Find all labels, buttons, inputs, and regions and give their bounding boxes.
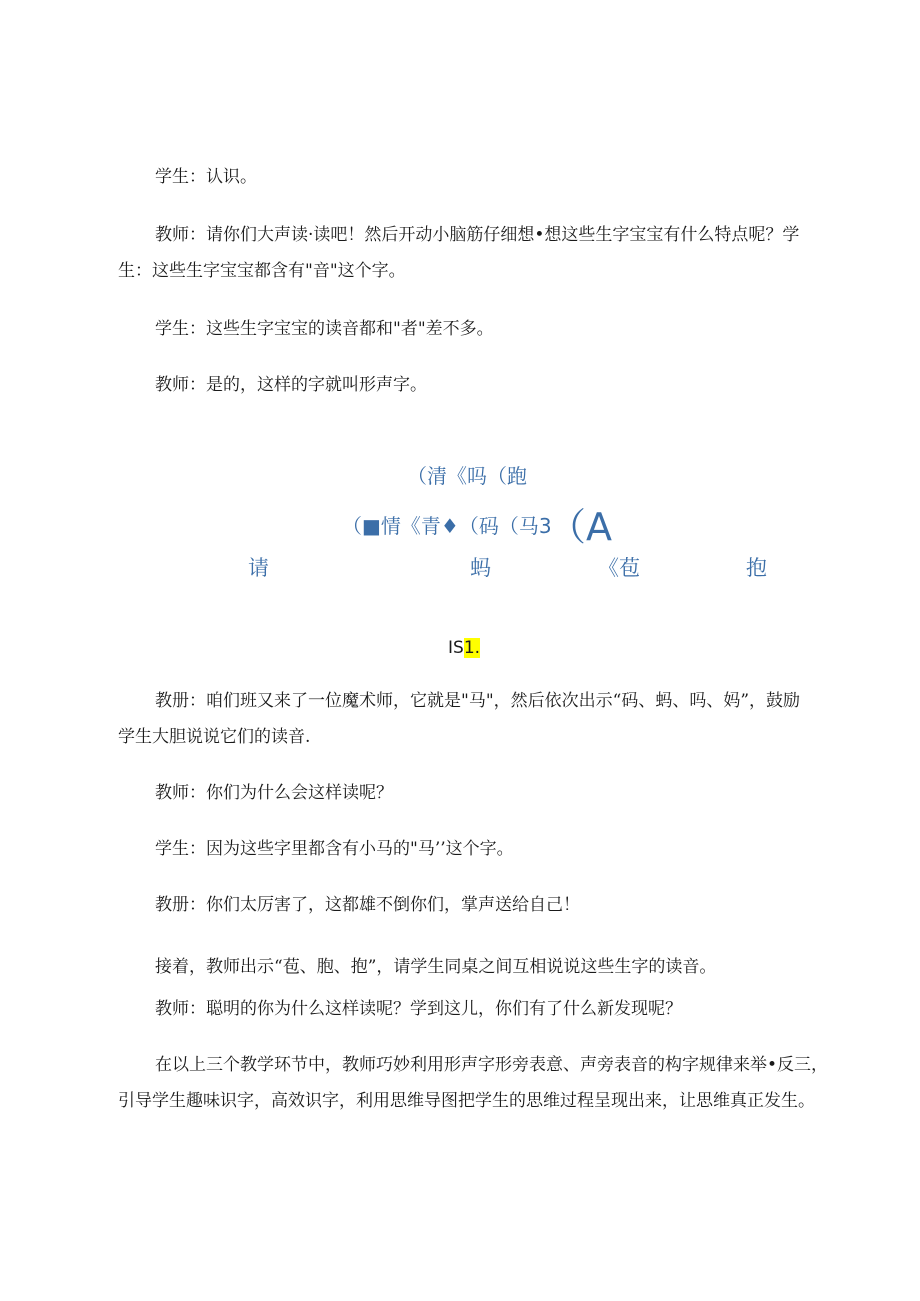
dialogue-line: 生：这些生字宝宝都含有"音"这个字。: [118, 261, 406, 281]
dialogue-line: 学生大胆说说它们的读音.: [118, 727, 311, 747]
figure-label-number: 1.: [463, 638, 481, 658]
diagram-row-2: （■情《青♦（码（马3: [342, 514, 552, 538]
dialogue-line: 教师：聪明的你为什么这样读呢？学到这儿，你们有了什么新发现呢？: [155, 999, 682, 1019]
diagram-word: 蚂: [470, 556, 491, 580]
diagram-word: 《苞: [598, 556, 640, 580]
dialogue-line: 学生：这些生字宝宝的读音都和"者"差不多。: [155, 319, 494, 339]
dialogue-line: 教册：咱们班又来了一位魔术师，它就是"马"，然后依次出示“码、蚂、吗、妈”，鼓励: [155, 691, 801, 711]
diagram-word: 抱: [746, 556, 767, 580]
dialogue-line: 教师：请你们大声读·读吧！然后开动小脑筋仔细想•想这些生字宝宝有什么特点呢？学: [155, 225, 800, 245]
diagram-big-letter: （A: [548, 505, 612, 549]
figure-label: [448, 638, 480, 658]
dialogue-line: 教师：是的，这样的字就叫形声字。: [155, 375, 427, 395]
dialogue-line: 学生：认识。: [155, 167, 257, 187]
dialogue-line: 教师：你们为什么会这样读呢？: [155, 783, 393, 803]
dialogue-line: 接着，教师出示“苞、胞、抱”，请学生同桌之间互相说说这些生字的读音。: [155, 957, 717, 977]
dialogue-line: 学生：因为这些字里都含有小马的"马’’这个字。: [155, 839, 514, 859]
figure-label-prefix: IS: [448, 638, 464, 658]
diagram-row-1: （清《吗（跑: [407, 464, 527, 488]
summary-line: 引导学生趣味识字，高效识字，利用思维导图把学生的思维过程呈现出来，让思维真正发生。: [118, 1091, 815, 1111]
diagram-word: 请: [248, 556, 269, 580]
summary-line: 在以上三个教学环节中，教师巧妙利用形声字形旁表意、声旁表音的构字规律来举•反三，: [155, 1055, 829, 1075]
dialogue-line: 教册：你们太厉害了，这都雄不倒你们，掌声送给自己！: [155, 895, 580, 915]
